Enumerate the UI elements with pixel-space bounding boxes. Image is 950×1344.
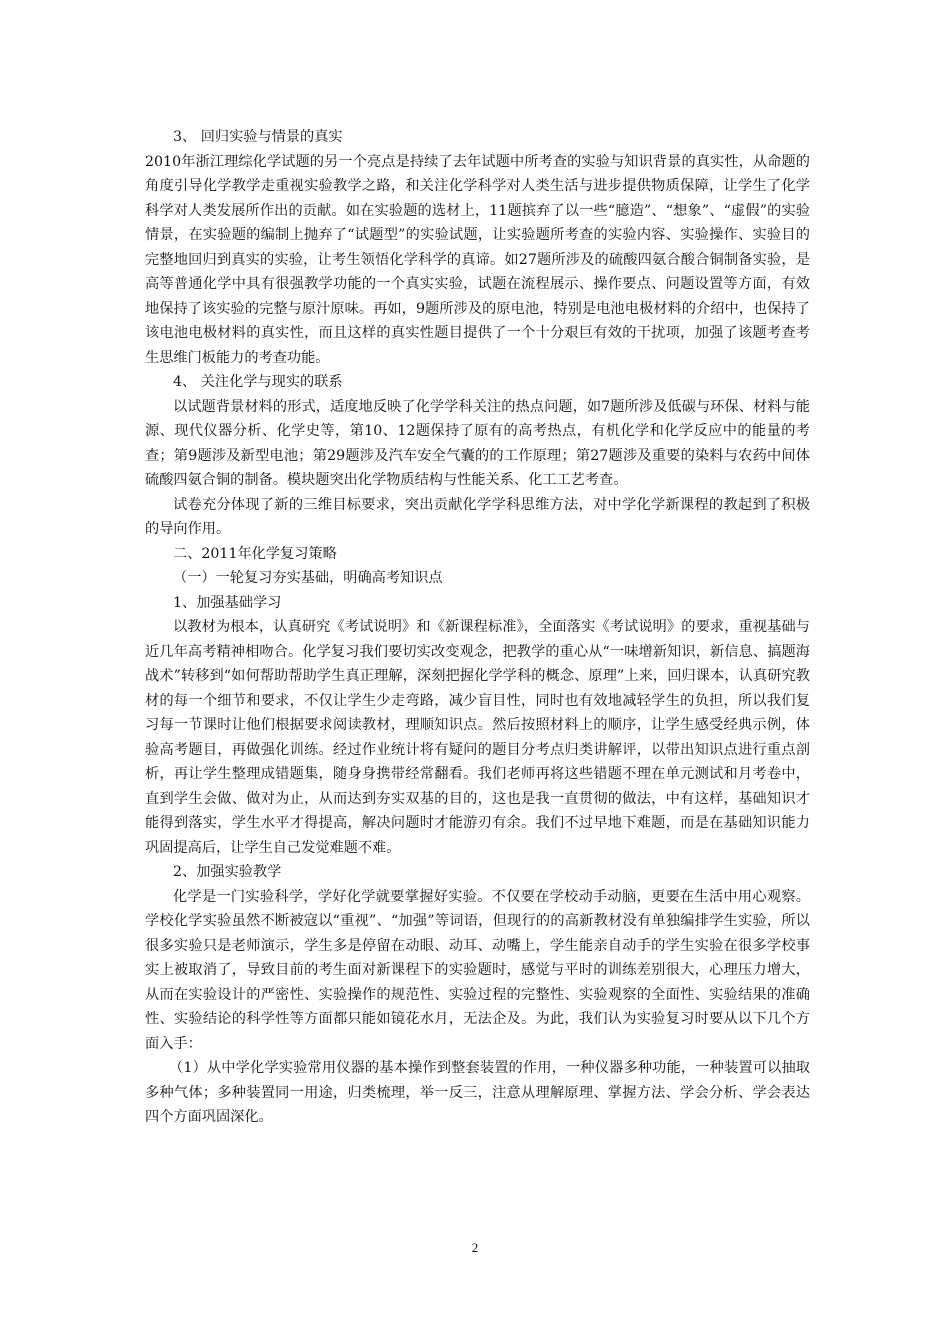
document-body	[145, 125, 810, 1130]
section-heading: 3、 回归实验与情景的真实	[173, 129, 343, 145]
paragraph: 试卷充分体现了新的三维目标要求，突出贡献化学学科思维方法，对中学化学新课程的教起到了积极的导向作用。	[145, 496, 810, 537]
section-heading: （一）一轮复习夯实基础，明确高考知识点	[173, 570, 443, 586]
section-heading: 2、加强实验教学	[173, 864, 282, 880]
page-number: 2	[471, 1240, 479, 1255]
paragraph: 以试题背景材料的形式，适度地反映了化学学科关注的热点问题，如7题所涉及低碳与环保、材料与能源、现代仪器分析、化学史等，第10、12题保持了原有的高考热点，有机化学和化学反应中的能量的考查；第9题涉及新型电池；第29题涉及汽车安全气囊的的工作原理；第27题涉及重要的染料与农药中间体硫酸四氨合铜的制备。模块题突出化学物质结构与性能关系、化工工艺考查。	[145, 398, 810, 488]
section-heading: 二、2011年化学复习策略	[173, 545, 337, 562]
paragraph: （1）从中学化学实验常用仪器的基本操作到整套装置的作用，一种仪器多种功能，一种装置可以抽取多种气体；多种装置同一用途，归类梳理，举一反三，注意从理解原理、掌握方法、学会分析、学会表达四个方面巩固深化。	[145, 1060, 810, 1125]
paragraph: 化学是一门实验科学，学好化学就要掌握好实验。不仅要在学校动手动脑，更要在生活中用心观察。学校化学实验虽然不断被寇以“重视”、“加强”等词语，但现行的的高新教材没有单独编排学生实验，所以很多实验只是老师演示，学生多是停留在动眼、动耳、动嘴上，学生能亲自动手的学生实验在很多学校事实上被取消了，导致目前的考生面对新课程下的实验题时，感觉与平时的训练差别很大，心理压力增大，从而在实验设计的严密性、实验操作的规范性、实验过程的完整性、实验观察的全面性、实验结果的准确性、实验结论的科学性等方面都只能如镜花水月，无法企及。为此，我们认为实验复习时要从以下几个方面入手：	[145, 888, 810, 1052]
paragraph: 2010年浙江理综化学试题的另一个亮点是持续了去年试题中所考查的实验与知识背景的真实性，从命题的角度引导化学教学走重视实验教学之路，和关注化学科学对人类生活与进步提供物质保障，让学生了化学科学对人类发展所作出的贡献。如在实验题的选材上，11题摈弃了以一些“臆造”、“想象”、“虚假”的实验情景，在实验题的编制上抛弃了“试题型”的实验试题，让实验题所考查的实验内容、实验操作、实验目的完整地回归到真实的实验，让考生领悟化学科学的真谛。如27题所涉及的硫酸四氨合酸合铜制备实验，是高等普通化学中具有很强教学功能的一个真实实验，试题在流程展示、操作要点、问题设置等方面，有效地保持了该实验的完整与原汁原味。再如，9题所涉及的原电池，特别是电池电极材料的介绍中，也保持了该电池电极材料的真实性，而且这样的真实性题目提供了一个十分艰巨有效的干扰项，加强了该题考查考生思维门板能力的考查功能。	[145, 153, 810, 366]
section-heading: 4、 关注化学与现实的联系	[173, 374, 343, 390]
section-heading: 1、加强基础学习	[173, 594, 282, 611]
paragraph: 以教材为根本，认真研究《考试说明》和《新课程标准》，全面落实《考试说明》的要求，重视基础与近几年高考精神相吻合。化学复习我们要切实改变观念，把教学的重心从“一味增新知识，新信息、搞题海战术”转移到“如何帮助帮助学生真正理解，深刻把握化学学科的概念、原理”上来，回归课本，认真研究教材的每一个细节和要求，不仅让学生少走弯路，减少盲目性，同时也有效地减轻学生的负担，所以我们复习每一节课时让他们根据要求阅读教材，理顺知识点。然后按照材料上的顺序，让学生感受经典示例，体验高考题目，再做强化训练。经过作业统计将有疑问的题目分考点归类讲解评，以带出知识点进行重点剖析，再让学生整理成错题集，随身身携带经常翻看。我们老师再将这些错题不理在单元测试和月考卷中，直到学生会做、做对为止，从而达到夯实双基的目的，这也是我一直贯彻的做法，中有这样，基础知识才能得到落实，学生水平才得提高，解决问题时才能游刃有余。我们不过早地下难题，而是在基础知识能力巩固提高后，让学生自己发觉难题不难。	[145, 619, 810, 856]
